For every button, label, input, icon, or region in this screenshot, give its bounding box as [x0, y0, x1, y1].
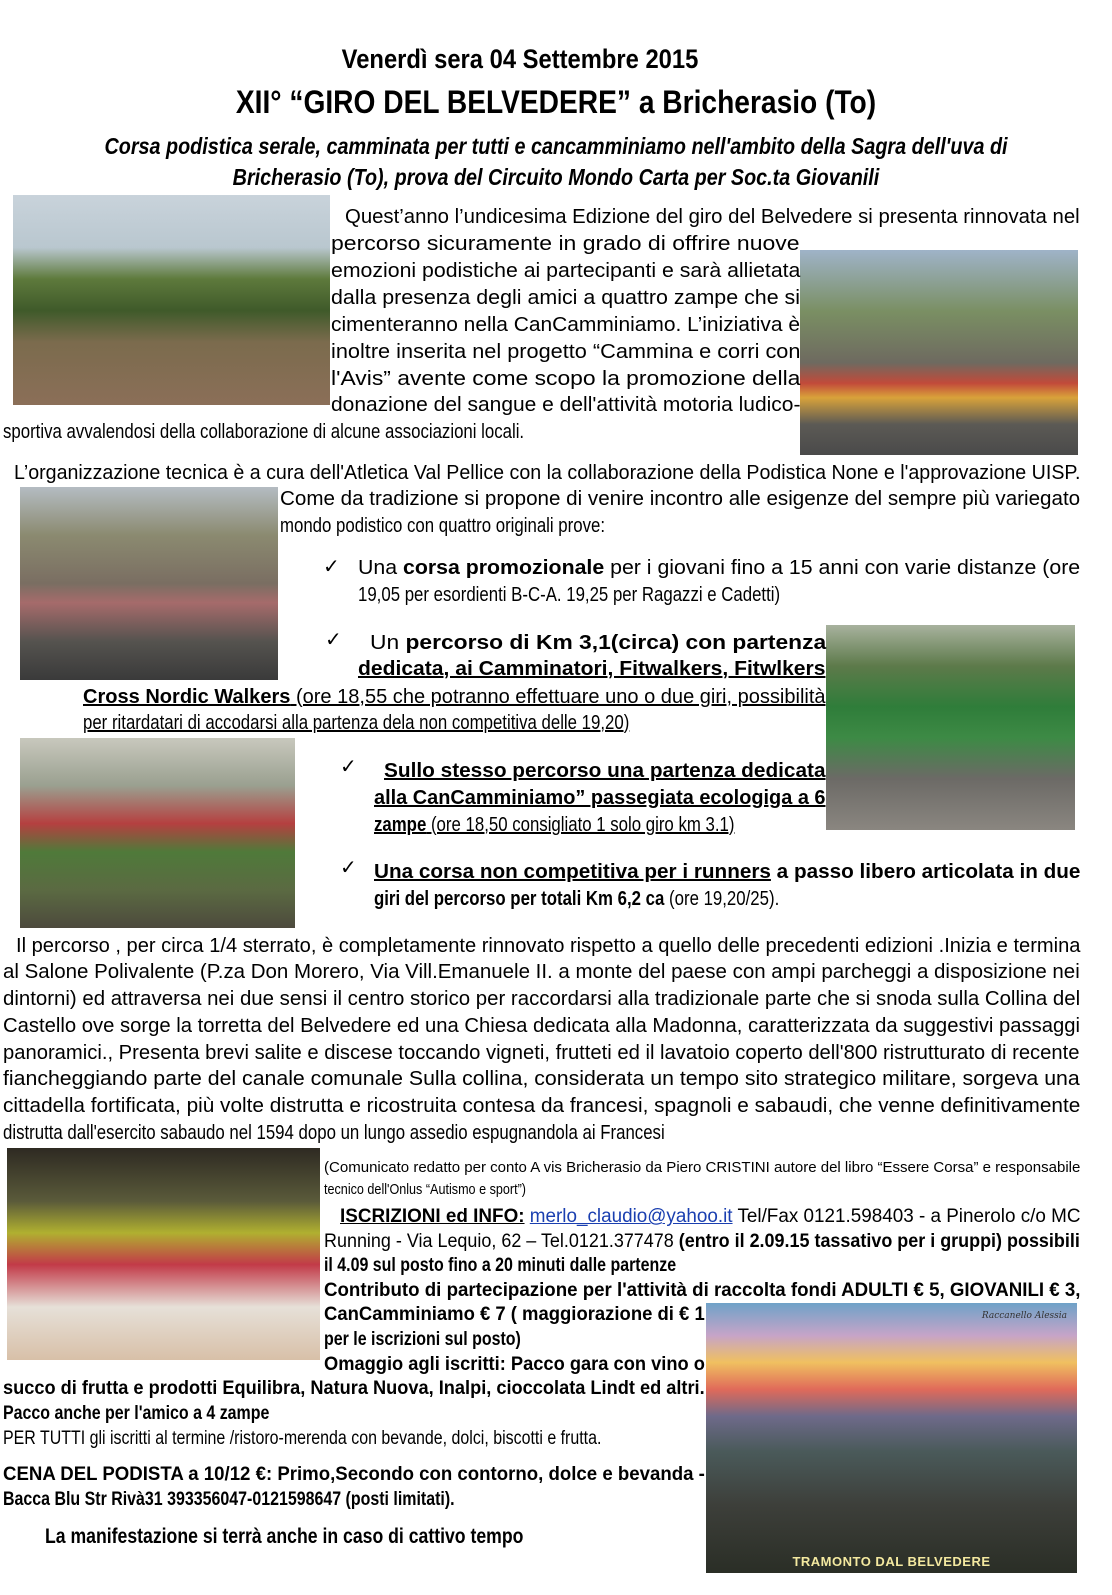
text-line — [3, 960, 1080, 984]
text-segment: Sullo stesso percorso una partenza dedicata — [384, 759, 826, 782]
text-line — [340, 1206, 1085, 1230]
photo-walkers — [20, 487, 278, 680]
text-line — [370, 631, 827, 655]
text-line — [324, 1255, 743, 1279]
text-segment: l'Avis” avente come scopo la promozione della — [331, 367, 801, 390]
text-segment: Una corsa non competitiva per i runners — [374, 860, 771, 883]
text-line-content — [3, 1121, 665, 1145]
text-segment: Un — [370, 631, 406, 654]
text-segment: (Comunicato redatto per conto A vis Bricherasio da Piero CRISTINI autore del libro “Essere Corsa” e responsabile — [324, 1158, 1081, 1176]
text-segment: cimenteranno nella CanCamminiamo. L’iniziativa è — [331, 313, 800, 336]
text-line — [3, 420, 623, 444]
text-line — [331, 259, 801, 283]
text-line — [324, 1329, 558, 1353]
text-line — [331, 367, 801, 391]
text-line — [324, 1280, 1092, 1304]
event-title: XII° “GIRO DEL BELVEDERE” a Bricherasio (To) — [235, 84, 877, 120]
text-line-content — [331, 367, 800, 391]
text-line-content — [370, 631, 826, 655]
photo-runners-hillside — [13, 195, 330, 405]
text-line-content — [3, 987, 1080, 1011]
text-line-content — [3, 420, 524, 444]
photo-refreshments — [7, 1148, 320, 1360]
text-line-content — [83, 685, 826, 709]
photo-caption: TRAMONTO DAL BELVEDERE — [792, 1554, 991, 1569]
text-segment: Il percorso , per circa 1/4 sterrato, è completamente rinnovato rispetto a quello delle precedenti edizioni .Inizia e termina — [16, 934, 1081, 957]
text-line-content — [16, 934, 1080, 958]
text-line — [358, 657, 826, 681]
check-icon: ✓ — [340, 857, 357, 879]
text-line-content — [374, 860, 1080, 884]
text-line — [384, 759, 826, 783]
text-segment: Castello ove sorge la torretta del Belvedere ed una Chiesa dedicata alla Madonna, caratterizzata da suggestivi passaggi — [3, 1014, 1080, 1037]
text-line — [3, 987, 1081, 1011]
text-line — [3, 1014, 1080, 1038]
text-segment: giri del percorso per totali Km 6,2 ca — [374, 887, 665, 910]
text-line — [83, 711, 733, 735]
text-line — [16, 934, 1081, 958]
text-segment: donazione del sangue e dell'attività motoria ludico- — [331, 393, 801, 416]
check-icon: ✓ — [323, 556, 340, 578]
text-segment: Running - Via Lequio, 62 – Tel.0121.377478 — [324, 1231, 679, 1253]
text-segment: Contributo di partecipazione per l'attività di raccolta fondi ADULTI € 5, GIOVANILI € 3, — [324, 1280, 1081, 1302]
text-line — [280, 514, 667, 538]
check-icon: ✓ — [340, 756, 357, 778]
text-line — [374, 860, 1081, 884]
text-line — [345, 205, 1080, 229]
text-line-content — [3, 960, 1080, 984]
text-line-content — [374, 887, 779, 911]
text-line — [331, 340, 801, 364]
text-line-content — [3, 1094, 1080, 1118]
text-segment: 19,05 per esordienti B-C-A. 19,25 per Ragazzi e Cadetti) — [358, 583, 781, 606]
text-segment: alla CanCamminiamo” passegiata ecologiga a 6 — [374, 786, 826, 809]
text-line — [280, 487, 1081, 511]
text-line-content — [45, 1524, 523, 1549]
text-line-content — [3, 1041, 1079, 1065]
text-segment: mondo podistico con quattro originali prove: — [280, 514, 606, 537]
text-segment: CanCamminiamo € 7 ( maggiorazione di € 1 — [324, 1304, 705, 1326]
text-line-content — [3, 1489, 455, 1512]
text-segment: a passo libero articolata in due — [770, 860, 1081, 883]
text-segment: per le iscrizioni sul posto) — [324, 1329, 521, 1351]
text-line-content — [280, 487, 1080, 511]
event-subtitle-line-1: Corsa podistica serale, camminata per tutti e cancamminiamo nell'ambito della Sagra dell'uva di — [104, 133, 1008, 159]
text-line — [374, 813, 803, 837]
text-segment: emozioni podistiche ai partecipanti e sarà allietata — [331, 259, 801, 282]
text-line-content — [324, 1329, 521, 1352]
text-segment: PER TUTTI gli iscritti al termine /ristoro-merenda con bevande, dolci, biscotti e frutta. — [3, 1428, 602, 1450]
event-subtitle-line-2: Bricherasio (To), prova del Circuito Mondo Carta per Soc.ta Giovanili — [232, 164, 880, 190]
text-line — [3, 1378, 736, 1402]
text-line — [3, 1094, 1081, 1118]
text-line-content — [374, 786, 826, 810]
text-line — [3, 1428, 715, 1452]
text-line — [324, 1181, 564, 1205]
text-line-content — [331, 340, 800, 364]
text-line-content — [331, 393, 800, 417]
text-segment: percorso sicuramente in grado di offrire nuove — [331, 232, 800, 255]
text-line — [358, 583, 861, 607]
text-line-content — [331, 286, 800, 310]
text-line-content — [324, 1304, 705, 1327]
text-segment: corsa promozionale — [402, 556, 605, 579]
text-segment: Pacco anche per l'amico a 4 zampe — [3, 1403, 270, 1425]
text-line — [3, 1067, 1080, 1091]
email-link[interactable]: merlo_claudio@yahoo.it — [529, 1206, 733, 1228]
text-segment: per i giovani fino a 15 anni con varie distanze (ore — [604, 556, 1081, 579]
text-line-content — [345, 205, 1080, 229]
text-line — [83, 685, 825, 709]
text-line — [3, 1464, 719, 1488]
text-segment: Una — [358, 556, 403, 579]
text-segment: Tel/Fax 0121.598403 - a Pinerolo c/o MC — [732, 1206, 1081, 1228]
text-segment: il 4.09 sul posto fino a 20 minuti dalle partenze — [324, 1255, 677, 1277]
text-segment: (ore 18,55 che potranno effettuare uno o due giri, possibilità — [290, 685, 826, 708]
text-line-content — [358, 657, 825, 681]
text-line — [324, 1304, 716, 1328]
photo-sunset-belvedere — [706, 1303, 1077, 1573]
photo-signature: Raccanello Alessia — [981, 1311, 1067, 1321]
text-line — [331, 393, 801, 417]
text-line-content — [324, 1231, 1080, 1254]
text-line — [3, 1489, 541, 1513]
text-line — [324, 1354, 720, 1378]
text-line — [324, 1231, 1112, 1255]
text-line-content — [324, 1280, 1080, 1303]
text-line — [324, 1159, 1079, 1183]
text-line-content — [331, 259, 800, 283]
text-segment: dedicata, ai Camminatori, Fitwalkers, Fitwlkers — [358, 657, 826, 680]
text-segment: CENA DEL PODISTA a 10/12 €: Primo,Secondo con contorno, dolce e bevanda - — [3, 1464, 705, 1486]
text-line-content — [324, 1181, 526, 1199]
text-segment: (ore 19,20/25). — [664, 887, 780, 910]
text-line-content — [331, 232, 800, 256]
text-line-content — [331, 313, 800, 337]
text-line-content — [324, 1255, 676, 1278]
text-segment: zampe — [374, 813, 427, 836]
text-segment: percorso di Km 3,1(circa) con partenza — [405, 631, 827, 654]
text-line-content — [358, 583, 780, 607]
text-line — [331, 232, 800, 256]
text-line — [358, 556, 1081, 580]
text-line — [45, 1524, 615, 1548]
text-segment: La manifestazione si terrà anche in caso di cattivo tempo — [45, 1524, 524, 1548]
text-line-content — [3, 1464, 705, 1487]
text-segment: distrutta dall'esercito sabaudo nel 1594 dopo un lungo assedio espugnandola ai Francesi — [3, 1121, 665, 1144]
text-segment: al Salone Polivalente (P.za Don Morero, Via Vill.Emanuele II. a monte del paese con ampi parcheggi a disposizione nei — [3, 960, 1080, 983]
photo-dog-walkers — [826, 625, 1075, 830]
text-line-content — [14, 461, 1080, 485]
text-line-content — [3, 1403, 269, 1426]
text-segment: Cross Nordic Walkers — [83, 685, 291, 708]
text-segment: Bacca Blu Str Rivà31 393356047-0121598647 (posti limitati). — [3, 1489, 455, 1511]
text-segment: ISCRIZIONI ed INFO: — [340, 1206, 525, 1228]
text-segment: (ore 18,50 consigliato 1 solo giro km 3.1) — [426, 813, 735, 836]
text-segment: Come da tradizione si propone di venire incontro alle esigenze del sempre più variegato — [280, 487, 1081, 510]
text-line-content — [3, 1067, 1080, 1091]
text-line — [374, 786, 828, 810]
text-segment: cittadella fortificata, più volte distrutta e ricostruita contesa da francesi, spagnoli e sabaudi, che venne definitivamente — [3, 1094, 1081, 1117]
text-segment: Omaggio agli iscritti: Pacco gara con vino o — [324, 1354, 705, 1376]
text-line — [3, 1121, 791, 1145]
photo-children-start — [800, 250, 1078, 455]
text-segment: tecnico dell'Onlus “Autismo e sport”) — [324, 1180, 526, 1198]
text-segment: Quest’anno l’undicesima Edizione del giro del Belvedere si presenta rinnovata nel — [345, 205, 1080, 228]
text-line-content — [324, 1159, 1080, 1177]
text-line-content — [83, 711, 629, 735]
text-line — [331, 313, 800, 337]
photo-runners-race — [20, 738, 295, 928]
text-line-content — [374, 813, 734, 837]
text-line — [331, 286, 801, 310]
text-line-content — [358, 556, 1080, 580]
text-line-content — [324, 1354, 705, 1377]
text-segment: dintorni) ed attraversa nei due sensi il centro storico per raccordarsi alla tradizionale parte che si snoda sulla Collina del — [3, 987, 1081, 1010]
text-line — [374, 887, 856, 911]
text-line-content — [3, 1014, 1080, 1038]
text-segment: sportiva avvalendosi della collaborazione di alcune associazioni locali. — [3, 420, 525, 443]
text-line — [3, 1403, 320, 1427]
text-line — [14, 461, 1100, 485]
text-line — [3, 1041, 1080, 1065]
text-line-content — [3, 1428, 601, 1451]
text-segment: panoramici., Presenta brevi salite e discese toccando vigneti, frutteti ed il lavatoio coperto dell'800 ristrutturato di recente — [3, 1041, 1080, 1064]
text-segment: L’organizzazione tecnica è a cura dell'Atletica Val Pellice con la collaborazione della Podistica None e l'approvazione UISP. — [14, 461, 1081, 484]
text-segment: inoltre inserita nel progetto “Cammina e corri con — [331, 340, 801, 363]
text-line-content — [280, 514, 605, 538]
event-date: Venerdì sera 04 Settembre 2015 — [341, 44, 699, 74]
text-segment: dalla presenza degli amici a quattro zampe che si — [331, 286, 801, 309]
text-segment: fiancheggiando parte del canale comunale Sulla collina, considerata un tempo sito strategico militare, sorgeva una — [3, 1067, 1080, 1090]
check-icon: ✓ — [325, 629, 342, 651]
text-segment: succo di frutta e prodotti Equilibra, Natura Nuova, Inalpi, cioccolata Lindt ed altri. — [3, 1378, 705, 1400]
text-line-content — [3, 1378, 705, 1401]
text-line-content — [340, 1206, 1080, 1229]
text-segment: per ritardatari di accodarsi alla partenza dela non competitiva delle 19,20) — [83, 711, 630, 734]
text-line-content — [384, 759, 826, 783]
text-segment: (entro il 2.09.15 tassativo per i gruppi) possibili — [678, 1231, 1080, 1253]
